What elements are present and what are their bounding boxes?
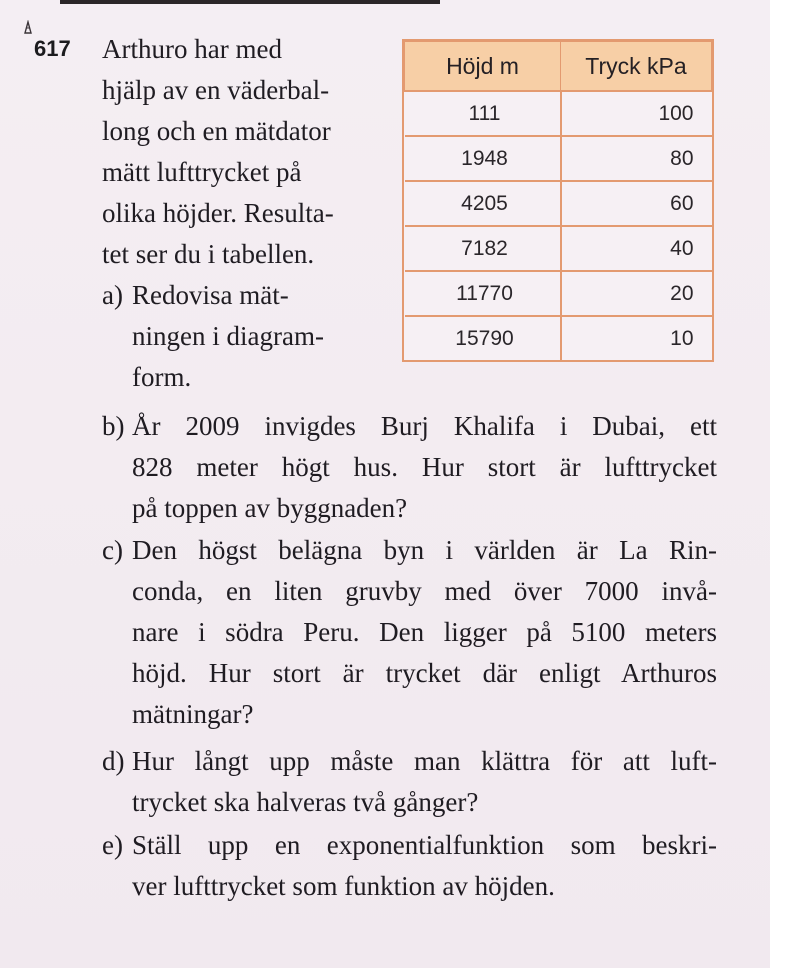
part-line: form. [132,362,192,392]
column-header-height: Höjd m [405,42,561,92]
part-line: År 2009 invigdes Burj Khalifa i Dubai, ett [132,411,717,441]
part-label: d) [102,746,125,776]
intro-line: Arthuro har med [102,34,282,64]
table-row [405,181,712,226]
column-header-pressure: Tryck kPa [561,42,712,92]
height-cell: 4205 [405,181,561,226]
table-row [405,91,712,136]
table-header-row [405,42,712,92]
part-line: Redovisa mät- [132,280,289,310]
part-line: Ställ upp en exponentialfunktion som beskri- [132,830,717,860]
part-line: Den högst belägna byn i världen är La Rin- [132,535,717,565]
part-line: nare i södra Peru. Den ligger på 5100 meters [132,617,717,647]
intro-line: long och en mätdator [102,116,331,146]
problem-number: 617 [34,36,71,61]
part-line: på toppen av byggnaden? [132,493,408,523]
height-cell: 1948 [405,136,561,181]
part-line: ver lufttrycket som funktion av höjden. [132,871,555,901]
pressure-cell: 20 [561,271,712,316]
part-line: trycket ska halveras två gånger? [132,787,479,817]
height-cell: 11770 [405,271,561,316]
part-line: conda, en liten gruvby med över 7000 invå- [132,576,717,606]
pencil-mark-icon [22,20,34,34]
part-label: a) [102,280,123,310]
table-row [405,271,712,316]
part-line: höjd. Hur stort är trycket där enligt Arthuros [132,658,717,688]
pressure-cell: 10 [561,316,712,360]
part-line: Hur långt upp måste man klättra för att luft- [132,746,717,776]
intro-line: tet ser du i tabellen. [102,239,315,269]
part-label: c) [102,535,123,565]
part-line: ningen i diagram- [132,321,324,351]
pressure-cell: 60 [561,181,712,226]
pressure-cell: 40 [561,226,712,271]
part-line: mätningar? [132,699,254,729]
pressure-cell: 100 [561,91,712,136]
intro-line: hjälp av en väderbal- [102,75,330,105]
part-label: b) [102,411,125,441]
pressure-cell: 80 [561,136,712,181]
part-line: 828 meter högt hus. Hur stort är lufttrycket [132,452,717,482]
height-cell: 15790 [405,316,561,360]
table-row [405,226,712,271]
height-cell: 111 [405,91,561,136]
problem-intro [102,29,402,275]
measurement-table [402,39,714,362]
table-row [405,136,712,181]
intro-line: mätt lufttrycket på [102,157,302,187]
data-table [404,41,712,360]
part-label: e) [102,830,123,860]
intro-line: olika höjder. Resulta- [102,198,334,228]
height-cell: 7182 [405,226,561,271]
top-rule [60,0,440,4]
table-row [405,316,712,360]
